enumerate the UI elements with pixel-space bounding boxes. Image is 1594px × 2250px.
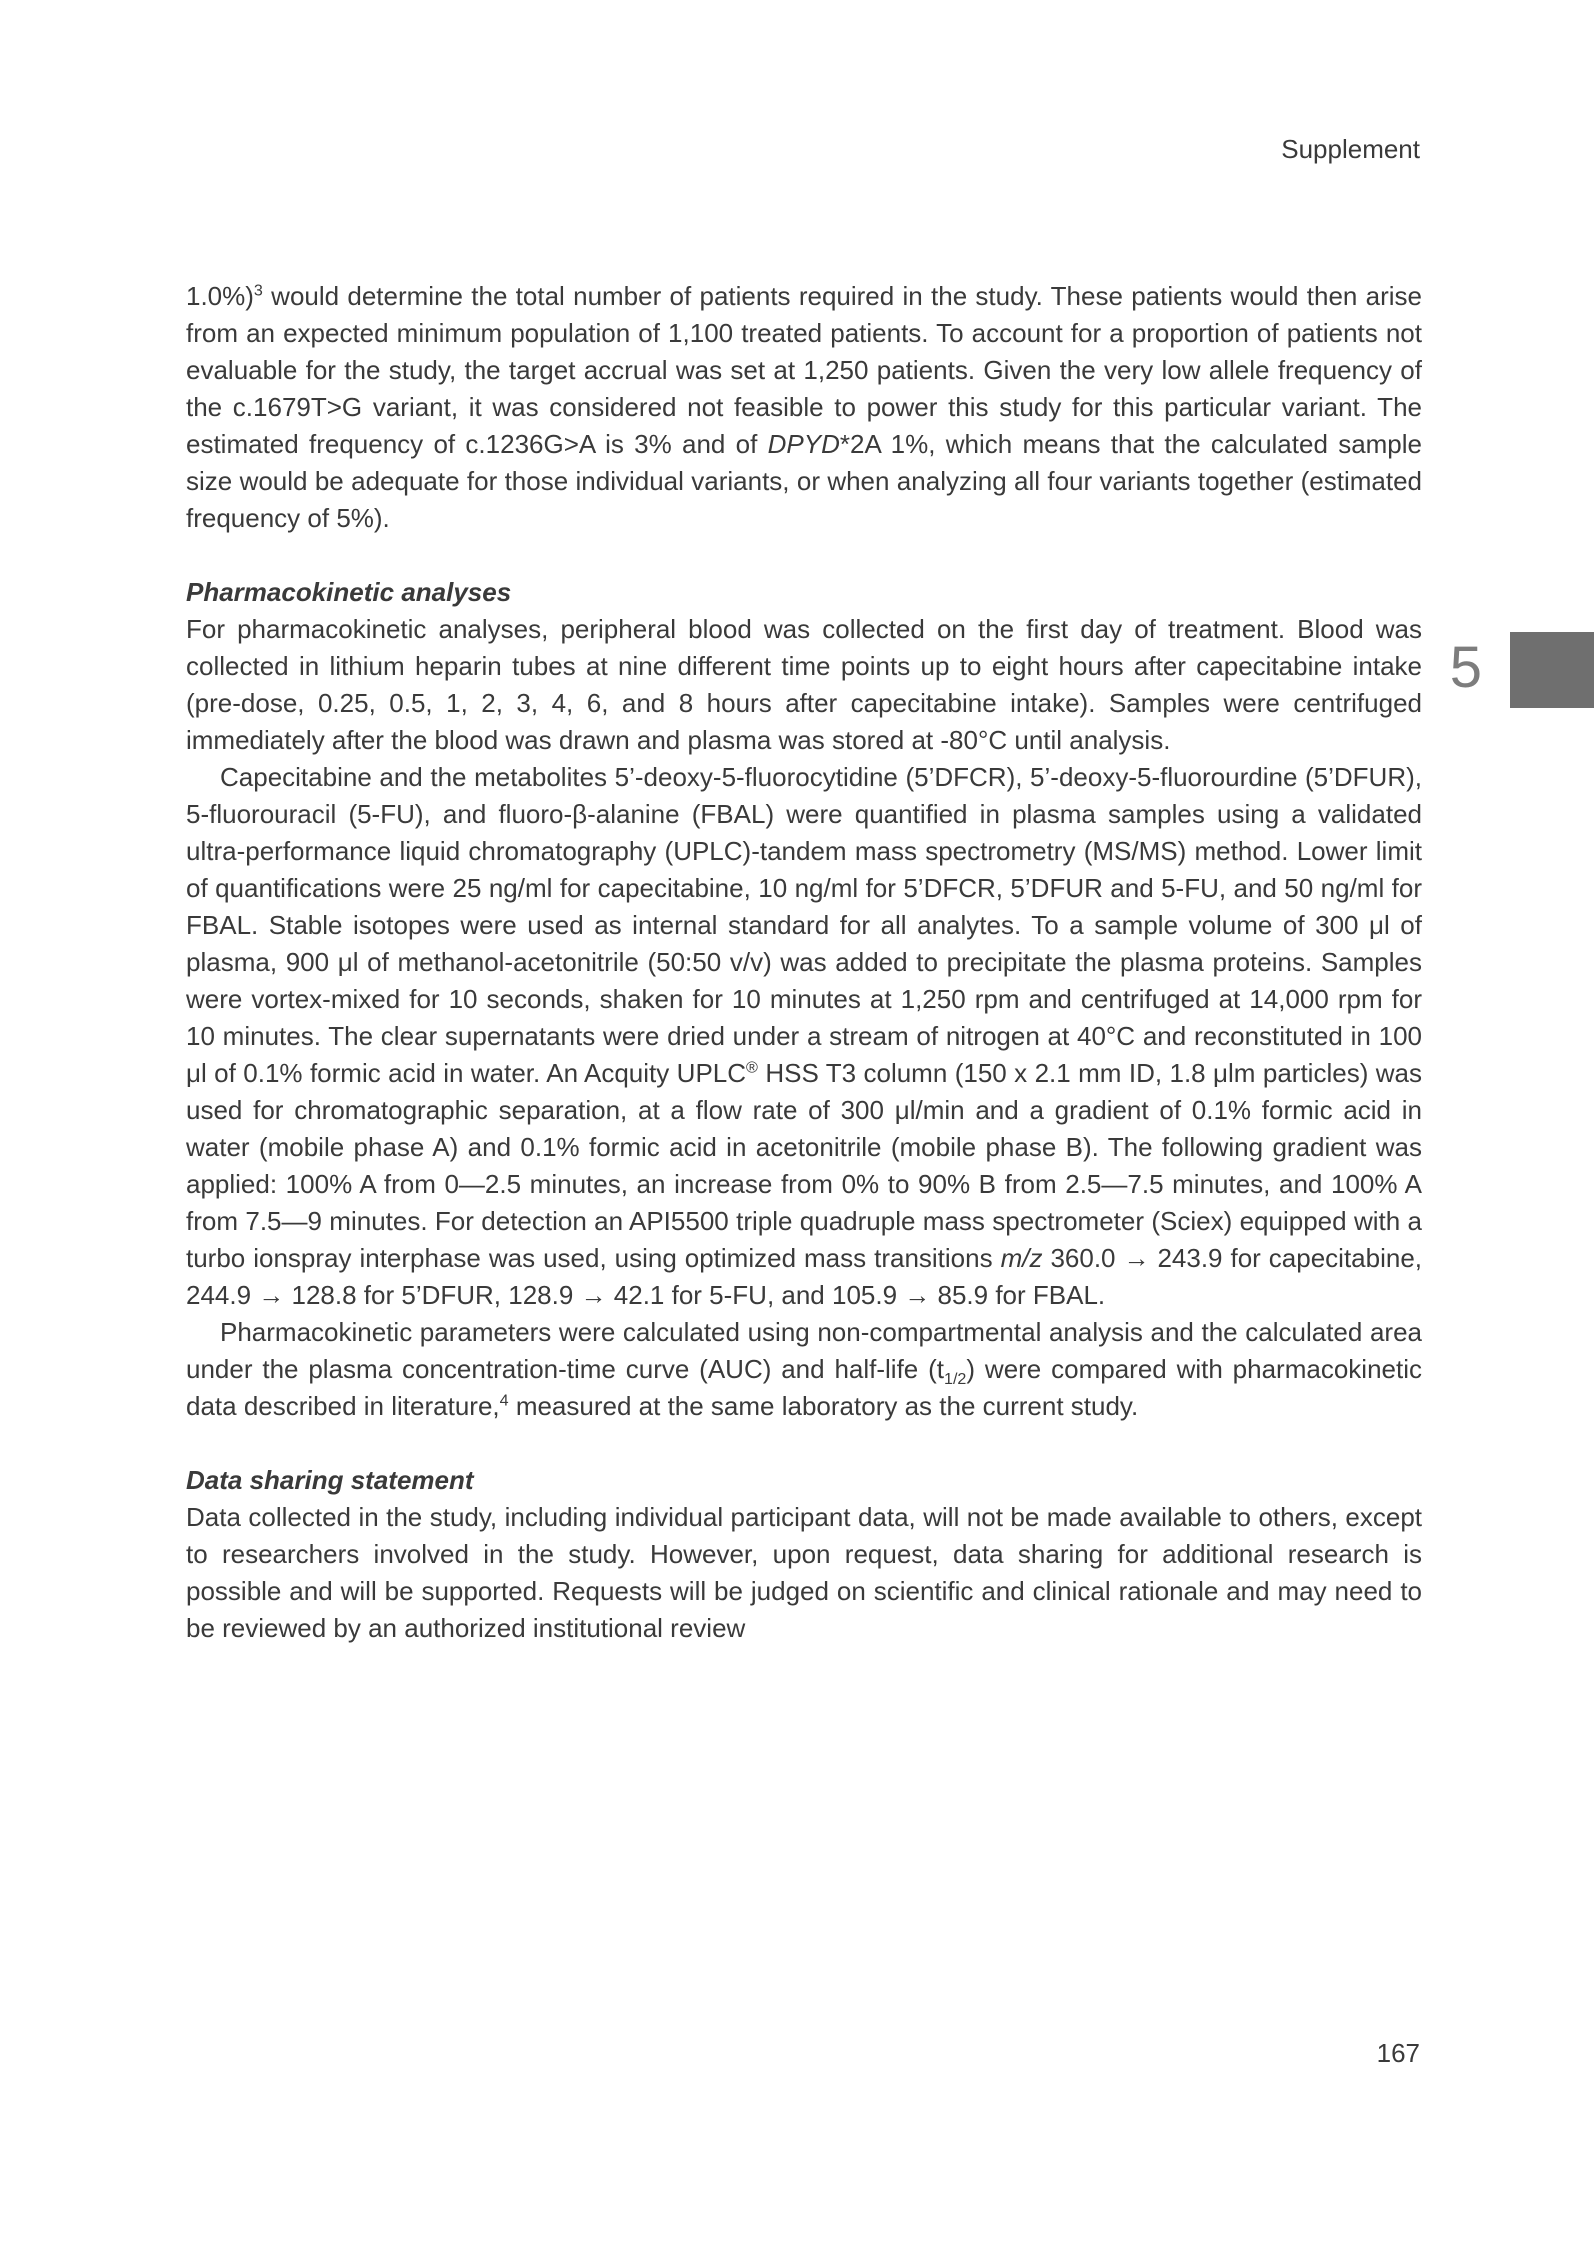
text-segment: m/z xyxy=(1000,1243,1043,1273)
text-segment: DPYD xyxy=(767,429,840,459)
running-header: Supplement xyxy=(1281,134,1420,164)
text-segment: 360.0 → 243.9 for capecitabine, 244.9 → 128.8 for 5’DFUR, 128.9 → 42.1 for 5-FU, and 105.9 → 85.9 for FBAL. xyxy=(186,1243,1423,1310)
text-segment: *2A 1%, which means that the calculated sample size would be adequate for those individual variants, or when analyzing all four variants together (estimated frequency of 5%). xyxy=(186,429,1423,533)
text-segment: HSS T3 column (150 x 2.1 mm ID, 1.8 μlm particles) was used for chromatographic separation, at a flow rate of 300 μl/min and a gradient of 0.1% formic acid in water (mobile phase A) and 0.1% formic acid in acetonitrile (mobile phase B). The following gradient was applied: 100% A from 0—2.5 minutes, an increase from 0% to 90% B from 2.5—7.5 minutes, and 100% A from 7.5—9 minutes. For detection an API5500 triple quadruple mass spectrometer (Sciex) equipped with a turbo ionspray interphase was used, using optimized mass transitions xyxy=(186,1058,1423,1273)
text-segment: Capecitabine and the metabolites 5’-deoxy-5-fluorocytidine (5’DFCR), 5’-deoxy-5-fluorourdine (5’DFUR), 5-fluorouracil (5-FU), and fluoro-β-alanine (FBAL) were quantified in plasma samples using a validated ultra-performance liquid chromatography (UPLC)-tandem mass spectrometry (MS/MS) method. Lower limit of quantifications were 25 ng/ml for capecitabine, 10 ng/ml for 5’DFCR, 5’DFUR and 5-FU, and 50 ng/ml for FBAL. Stable isotopes were used as internal standard for all analytes. To a sample volume of 300 μl of plasma, 900 μl of methanol-acetonitrile (50:50 v/v) was added to precipitate the plasma proteins. Samples were vortex-mixed for 10 seconds, shaken for 10 minutes at 1,250 rpm and centrifuged at 14,000 rpm for 10 minutes. The clear supernatants were dried under a stream of nitrogen at 40°C and reconstituted in 100 μl of 0.1% formic acid in water. An Acquity UPLC xyxy=(186,762,1422,1088)
chapter-number: 5 xyxy=(1449,635,1482,700)
section-heading: Data sharing statement xyxy=(186,1465,474,1495)
text-segment: ) were compared with pharmacokinetic data described in literature, xyxy=(186,1354,1422,1421)
text-segment: 1/2 xyxy=(944,1370,967,1389)
paragraph xyxy=(186,278,1422,537)
text-segment: 1.0%) xyxy=(186,281,254,311)
text-segment: For pharmacokinetic analyses, peripheral blood was collected on the first day of treatment. Blood was collected in lithium heparin tubes at nine different time points up to eight hours after capecitabine intake (pre-dose, 0.25, 0.5, 1, 2, 3, 4, 6, and 8 hours after capecitabine intake). Samples were centrifuged immediately after the blood was drawn and plasma was stored at -80°C until analysis. xyxy=(186,614,1422,755)
paragraph xyxy=(186,611,1422,759)
text-column xyxy=(186,278,1422,1647)
paragraph xyxy=(186,759,1422,1314)
text-segment: would determine the total number of patients required in the study. These patients would then arise from an expected minimum population of 1,100 treated patients. To account for a proportion of patients not evaluable for the study, the target accrual was set at 1,250 patients. Given the very low allele frequency of the c.1679T>G variant, it was considered not feasible to power this study for this particular variant. The estimated frequency of c.1236G>A is 3% and of xyxy=(186,281,1422,459)
text-segment: measured at the same laboratory as the current study. xyxy=(508,1391,1139,1421)
section-heading: Pharmacokinetic analyses xyxy=(186,577,512,607)
paragraph xyxy=(186,1314,1422,1425)
text-segment: 4 xyxy=(499,1391,509,1410)
page-number: 167 xyxy=(1376,2038,1420,2068)
text-segment: Pharmacokinetic parameters were calculated using non-compartmental analysis and the calculated area under the plasma concentration-time curve (AUC) and half-life (t xyxy=(186,1317,1422,1384)
chapter-tab-marker xyxy=(1510,632,1594,708)
text-segment: Data collected in the study, including individual participant data, will not be made available to others, except to researchers involved in the study. However, upon request, data sharing for additional research is possible and will be supported. Requests will be judged on scientific and clinical rationale and may need to be reviewed by an authorized institutional review xyxy=(186,1502,1422,1643)
paragraph xyxy=(186,1499,1422,1647)
text-segment: 3 xyxy=(253,281,263,300)
text-segment: ® xyxy=(746,1058,758,1077)
